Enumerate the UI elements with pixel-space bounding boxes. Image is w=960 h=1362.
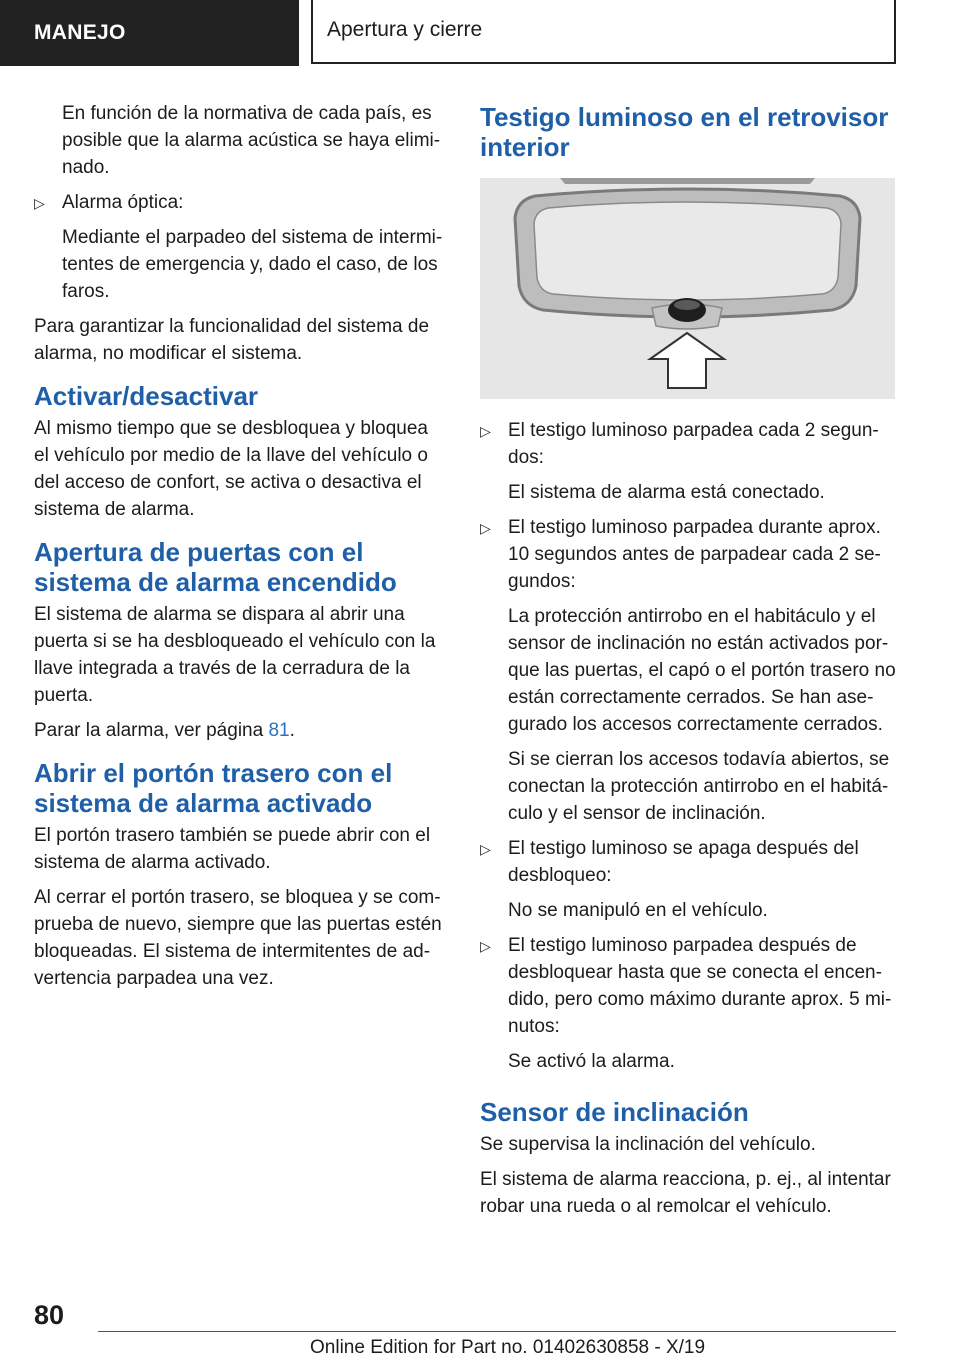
chapter-title: Apertura y cierre [327,18,483,41]
triangle-bullet-icon: ▷ [480,423,491,439]
heading-sensor: Sensor de inclinación [480,1097,749,1127]
paragraph: Para garantizar la funcionalidad del sistema de alarma, no modificar el sistema. [34,316,430,364]
heading-apertura: Apertura de puertas con el sistema de alarma encendido [34,537,397,597]
list-item [480,835,896,889]
paragraph: Si se cierran los accesos todavía abiertos, se conectan la protección antirrobo en el habitá-culo y el sensor de inclinación. [508,749,890,824]
paragraph: En función de la normativa de cada país, es posible que la alarma acústica se haya elimi-nado. [62,103,441,178]
mirror-figure [480,178,895,399]
triangle-bullet-icon: ▷ [480,520,491,536]
text-span: . [289,720,295,741]
triangle-bullet-icon: ▷ [480,938,491,954]
page-link[interactable]: 81 [268,720,290,741]
paragraph: Se activó la alarma. [508,1051,675,1072]
list-item-text: El testigo luminoso se apaga después del desbloqueo: [508,838,859,886]
heading-testigo: Testigo luminoso en el retrovisor interior [480,102,889,162]
page-number: 80 [34,1300,65,1330]
paragraph: No se manipuló en el vehículo. [508,900,768,921]
paragraph: El sistema de alarma reacciona, p. ej., al intentar robar una rueda o al remolcar el vehículo. [480,1169,891,1217]
heading-activar: Activar/desactivar [34,381,259,411]
text-span: Parar la alarma, ver página [34,720,269,741]
chapter-tab [311,0,896,64]
heading-porton: Abrir el portón trasero con el sistema de alarma activado [34,758,393,818]
right-column [480,100,896,1228]
page-header [0,0,960,66]
paragraph: El sistema de alarma está conectado. [508,482,825,503]
paragraph: Mediante el parpadeo del sistema de intermi-tentes de emergencia y, dado el caso, de los faros. [62,227,443,302]
section-tab: MANEJO [0,0,299,66]
paragraph [34,717,446,744]
footer-divider [98,1331,896,1332]
paragraph: Se supervisa la inclinación del vehículo. [480,1134,816,1155]
paragraph: El portón trasero también se puede abrir con el sistema de alarma activado. [34,825,431,873]
paragraph: Al mismo tiempo que se desbloquea y bloquea el vehículo por medio de la llave del vehículo o del acceso de confort, se activa o desactiva el sistema de alarma. [34,418,428,520]
paragraph: Al cerrar el portón trasero, se bloquea y se com-prueba de nuevo, siempre que las puertas estén bloqueadas. El sistema de intermitentes de ad-vertencia parpadea una vez. [34,887,442,989]
list-item [480,417,896,471]
list-item-text: El testigo luminoso parpadea durante aprox. 10 segundos antes de parpadear cada 2 se-gundos: [508,517,881,592]
paragraph: El sistema de alarma se dispara al abrir una puerta si se ha desbloqueado el vehículo con la llave integrada a través de la cerradura de la puerta. [34,604,436,706]
rearview-mirror-illustration [480,178,895,399]
list-item-text: Alarma óptica: [62,192,184,213]
list-item-text: El testigo luminoso parpadea cada 2 segun-dos: [508,420,879,468]
footer-edition: Online Edition for Part no. 01402630858 - X/19 [310,1337,706,1358]
list-item [34,189,446,216]
list-item [480,932,896,1040]
left-column [34,100,446,1000]
triangle-bullet-icon: ▷ [480,841,491,857]
triangle-bullet-icon: ▷ [34,195,45,211]
list-item [480,514,896,595]
list-item-text: El testigo luminoso parpadea después de desbloquear hasta que se conecta el encen-dido, pero como máximo durante aprox. 5 mi-nutos: [508,935,892,1037]
paragraph: La protección antirrobo en el habitáculo y el sensor de inclinación no están activados por-que las puertas, el capó o el portón trasero no están correctamente cerrados. Se han ase-gurado los accesos correctamente cerrados. [508,606,896,735]
